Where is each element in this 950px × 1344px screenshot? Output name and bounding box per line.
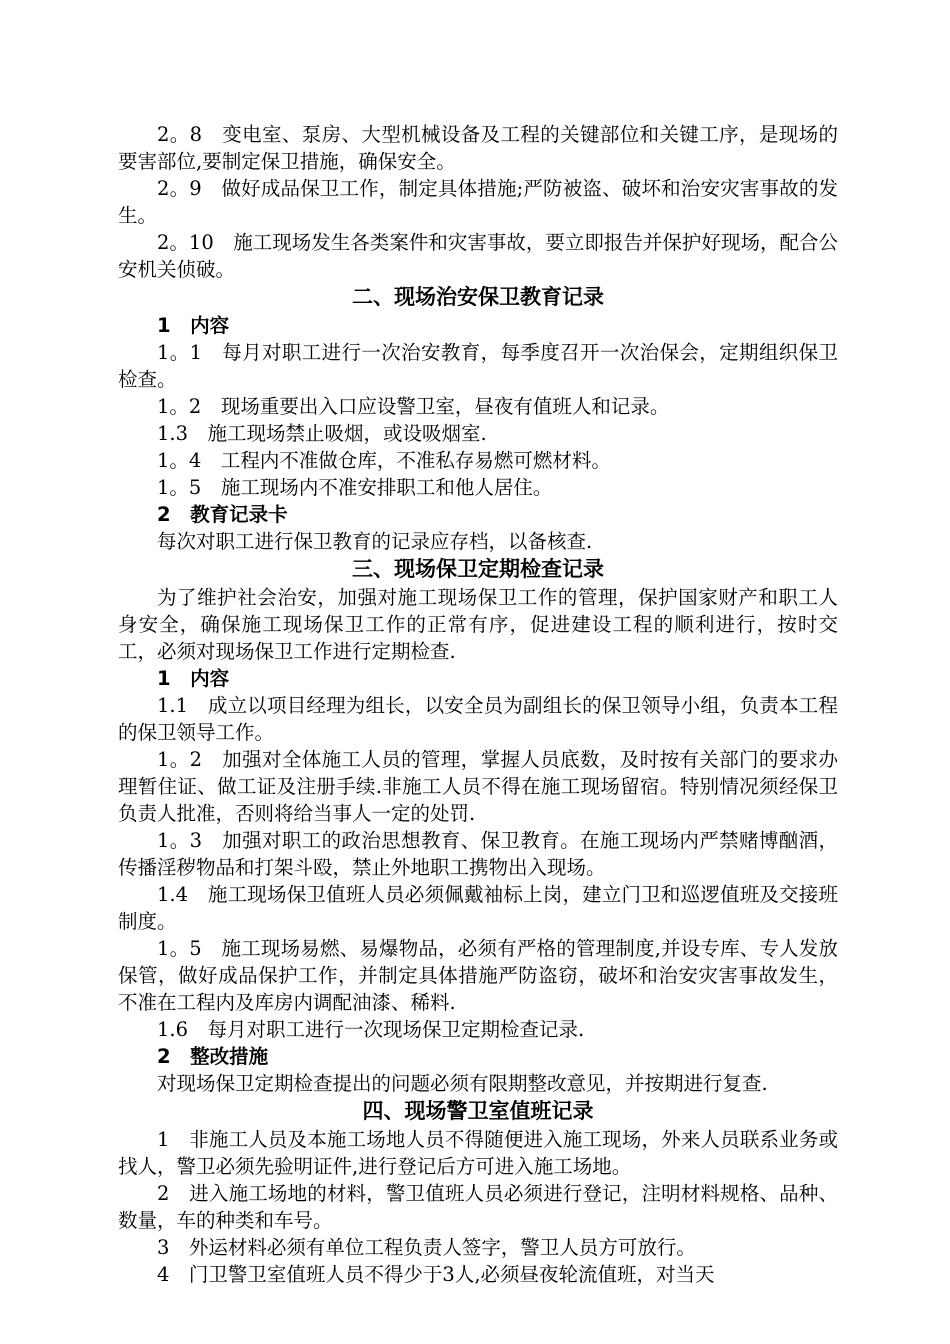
paragraph: 1。2 现场重要出入口应设警卫室，昼夜有值班人和记录。	[157, 395, 670, 418]
paragraph: 2。8 变电室、泵房、大型机械设备及工程的关键部位和关键工序，是现场的要害部位,要制定保卫措施，确保安全。	[118, 123, 838, 173]
paragraph: 3 外运材料必须有单位工程负责人签字，警卫人员方可放行。	[157, 1236, 696, 1259]
section-heading: 二、现场治安保卫教育记录	[352, 285, 604, 309]
paragraph: 1。4 工程内不准做仓库，不准私存易燃可燃材料。	[157, 449, 611, 472]
paragraph: 1。2 加强对全体施工人员的管理，掌握人员底数，及时按有关部门的要求办理暂住证、做工证及注册手续.非施工人员不得在施工现场留宿。特别情况须经保卫负责人批准，否则将给当事人一定的处罚.	[118, 748, 838, 825]
paragraph: 1。5 施工现场内不准安排职工和他人居住。	[157, 476, 553, 499]
subsection-heading: 2 整改措施	[157, 1045, 269, 1068]
section-heading: 四、现场警卫室值班记录	[362, 1099, 594, 1123]
paragraph: 1.1 成立以项目经理为组长，以安全员为副组长的保卫领导小组，负责本工程的保卫领导工作。	[118, 694, 838, 744]
paragraph: 1 非施工人员及本施工场地人员不得随便进入施工现场，外来人员联系业务或找人，警卫必须先验明证件,进行登记后方可进入施工场地。	[118, 1128, 838, 1178]
paragraph: 4 门卫警卫室值班人员不得少于3人,必须昼夜轮流值班，对当天	[157, 1263, 715, 1286]
paragraph: 2。9 做好成品保卫工作，制定具体措施;严防被盗、破坏和治安灾害事故的发生。	[118, 177, 838, 227]
paragraph: 每次对职工进行保卫教育的记录应存档，以备核查.	[157, 530, 593, 553]
paragraph: 为了维护社会治安，加强对施工现场保卫工作的管理，保护国家财产和职工人身安全，确保施工现场保卫工作的正常有序，促进建设工程的顺利进行，按时交工，必须对现场保卫工作进行定期检查.	[118, 586, 838, 663]
paragraph: 1。5 施工现场易燃、易爆物品，必须有严格的管理制度,并设专库、专人发放保管，做好成品保护工作，并制定具体措施严防盗窃，破坏和治安灾害事故发生，不准在工程内及库房内调配油漆、稀料.	[118, 937, 838, 1014]
paragraph: 1.4 施工现场保卫值班人员必须佩戴袖标上岗，建立门卫和巡逻值班及交接班制度。	[118, 883, 838, 933]
paragraph: 2 进入施工场地的材料，警卫值班人员必须进行登记，注明材料规格、品种、数量，车的种类和车号。	[118, 1182, 838, 1232]
paragraph: 1.3 施工现场禁止吸烟，或设吸烟室.	[157, 422, 487, 445]
paragraph: 1。3 加强对职工的政治思想教育、保卫教育。在施工现场内严禁赌博酗酒，传播淫秽物品和打架斗殴，禁止外地职工携物出入现场。	[118, 829, 838, 879]
paragraph: 2。10 施工现场发生各类案件和灾害事故，要立即报告并保护好现场，配合公安机关侦破。	[118, 231, 838, 281]
subsection-heading: 1 内容	[157, 667, 230, 690]
subsection-heading: 1 内容	[157, 314, 230, 337]
paragraph: 1。1 每月对职工进行一次治安教育，每季度召开一次治保会，定期组织保卫检查。	[118, 341, 838, 391]
paragraph: 1.6 每月对职工进行一次现场保卫定期检查记录.	[157, 1018, 585, 1041]
section-heading: 三、现场保卫定期检查记录	[352, 557, 604, 581]
subsection-heading: 2 教育记录卡	[157, 503, 288, 526]
paragraph: 对现场保卫定期检查提出的问题必须有限期整改意见，并按期进行复查.	[157, 1072, 768, 1095]
